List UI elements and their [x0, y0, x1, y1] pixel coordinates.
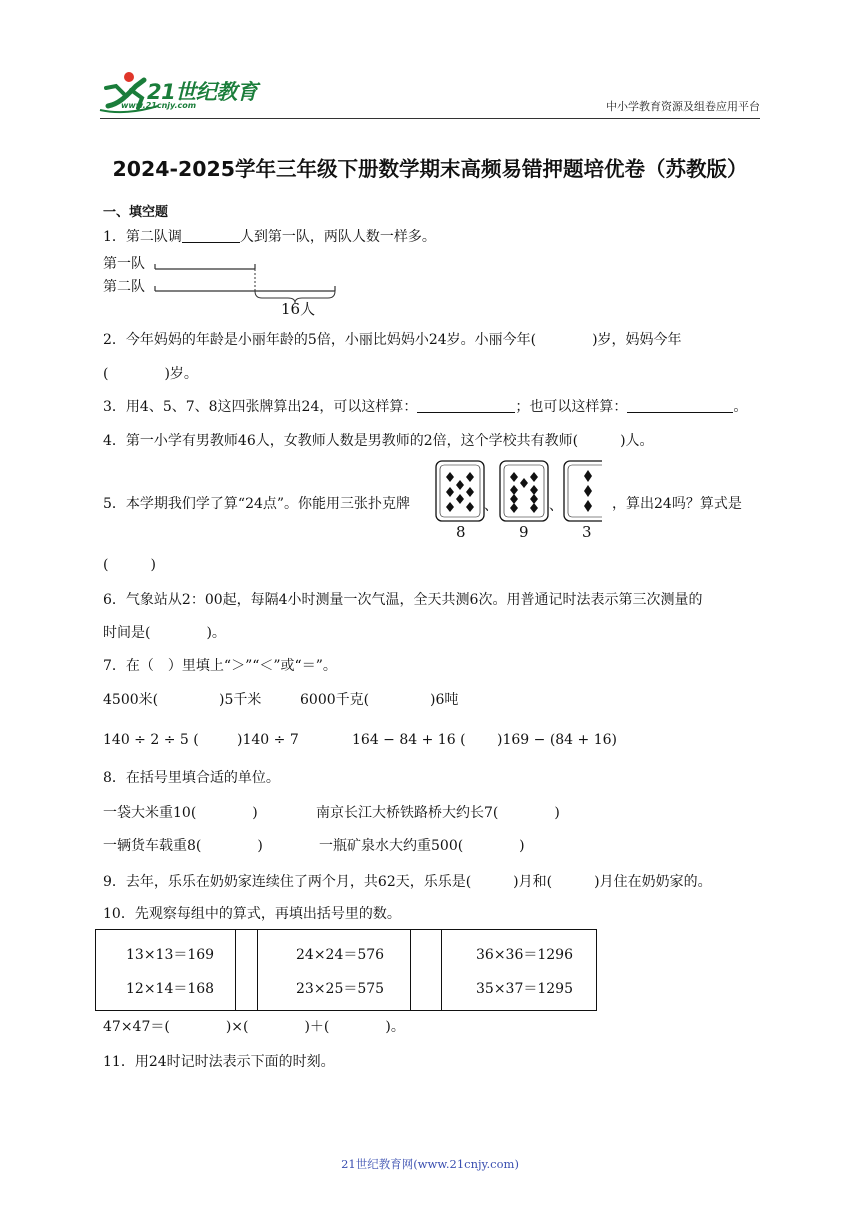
question-4: 4．第一小学有男教师46人，女教师人数是男教师的2倍，这个学校共有教师( )人。	[103, 433, 654, 449]
q7-part-4a: 164 − 84 + 16 (	[352, 732, 466, 748]
q10-group2-row2: 23×25＝575	[296, 981, 385, 997]
q1-difference-label: 16人	[281, 300, 316, 318]
q3-blank-2[interactable]	[627, 398, 733, 413]
card-8-icon	[436, 461, 484, 521]
q8-item-d: 一瓶矿泉水大约重500( )	[319, 838, 525, 854]
question-7-intro: 7．在（ ）里填上“＞”“＜”或“＝”。	[103, 658, 337, 674]
card-9-icon	[500, 461, 548, 521]
question-6-line2: 时间是( )。	[103, 625, 226, 641]
card-3-icon	[564, 461, 602, 521]
q1-blank[interactable]	[182, 228, 240, 243]
card-label-3: 3	[582, 523, 592, 541]
q5-sep-1: 、	[484, 498, 498, 514]
q10-group2-row1: 24×24＝576	[296, 947, 385, 963]
q1-text-b: 人到第一队，两队人数一样多。	[239, 229, 436, 245]
question-8-intro: 8．在括号里填合适的单位。	[103, 770, 280, 786]
q7-part-2a: 6000千克(	[300, 692, 370, 708]
q7-part-1a: 4500米(	[103, 692, 159, 708]
logo-url: www.21cnjy.com	[121, 101, 197, 110]
q7-part-3a: 140 ÷ 2 ÷ 5 (	[103, 732, 199, 748]
q10-group3-row2: 35×37＝1295	[476, 981, 573, 997]
q8-item-a: 一袋大米重10( )	[103, 805, 258, 821]
question-10-intro: 10．先观察每组中的算式，再填出括号里的数。	[103, 906, 401, 922]
q1-team1-label: 第一队	[103, 256, 145, 272]
page-title: 2024-2025学年三年级下册数学期末高频易错押题培优卷（苏教版）	[112, 157, 748, 181]
q7-part-1b: )5千米	[219, 692, 262, 708]
q5-text-b: ，算出24吗？算式是	[612, 496, 742, 512]
q8-item-b: 南京长江大桥铁路桥大约长7( )	[316, 805, 560, 821]
q5-sep-2: 、	[549, 498, 563, 514]
q7-part-3b: )140 ÷ 7	[237, 732, 299, 748]
question-11: 11．用24时记时法表示下面的时刻。	[103, 1054, 335, 1070]
question-5-line2: ( )	[103, 557, 156, 573]
q10-table	[95, 929, 597, 1011]
question-10-answer: 47×47＝( )×( )＋( )。	[103, 1019, 405, 1035]
q10-group3-row1: 36×36＝1296	[476, 947, 573, 963]
q7-part-2b: )6吨	[430, 692, 459, 708]
q8-item-c: 一辆货车载重8( )	[103, 838, 263, 854]
question-2-line2: ( )岁。	[103, 366, 198, 382]
logo-text: 21世纪教育	[147, 80, 258, 104]
question-6-line1: 6．气象站从2：00起，每隔4小时测量一次气温，全天共测6次。用普通记时法表示第三次测量的	[103, 592, 703, 608]
q1-bar-diagram	[150, 255, 350, 320]
q7-part-4b: )169 − (84 + 16)	[497, 732, 617, 748]
q3-text-c: 。	[733, 399, 748, 415]
q1-text-a: 1．第二队调	[103, 229, 182, 245]
question-3	[103, 398, 747, 416]
footer-source: 21世纪教育网(www.21cnjy.com)	[341, 1157, 519, 1171]
section-heading: 一、填空题	[103, 205, 169, 220]
question-2-line1: 2．今年妈妈的年龄是小丽年龄的5倍，小丽比妈妈小24岁。小丽今年( )岁，妈妈今年	[103, 332, 682, 348]
q1-team2-label: 第二队	[103, 279, 145, 295]
question-1	[103, 228, 436, 246]
header-divider	[100, 118, 760, 119]
question-9: 9．去年，乐乐在奶奶家连续住了两个月，共62天，乐乐是( )月和( )月住在奶奶家的。	[103, 874, 712, 890]
q10-group1-row2: 12×14＝168	[126, 981, 215, 997]
q5-text-a: 5．本学期我们学了算“24点”。你能用三张扑克牌	[103, 496, 411, 512]
q3-text-a: 3．用4、5、7、8这四张牌算出24，可以这样算：	[103, 399, 418, 415]
q3-text-b: ；也可以这样算：	[515, 399, 628, 415]
card-label-8: 8	[456, 523, 466, 541]
card-label-9: 9	[519, 523, 529, 541]
q10-group1-row1: 13×13＝169	[126, 947, 215, 963]
platform-label: 中小学教育资源及组卷应用平台	[606, 100, 760, 113]
q3-blank-1[interactable]	[417, 398, 515, 413]
